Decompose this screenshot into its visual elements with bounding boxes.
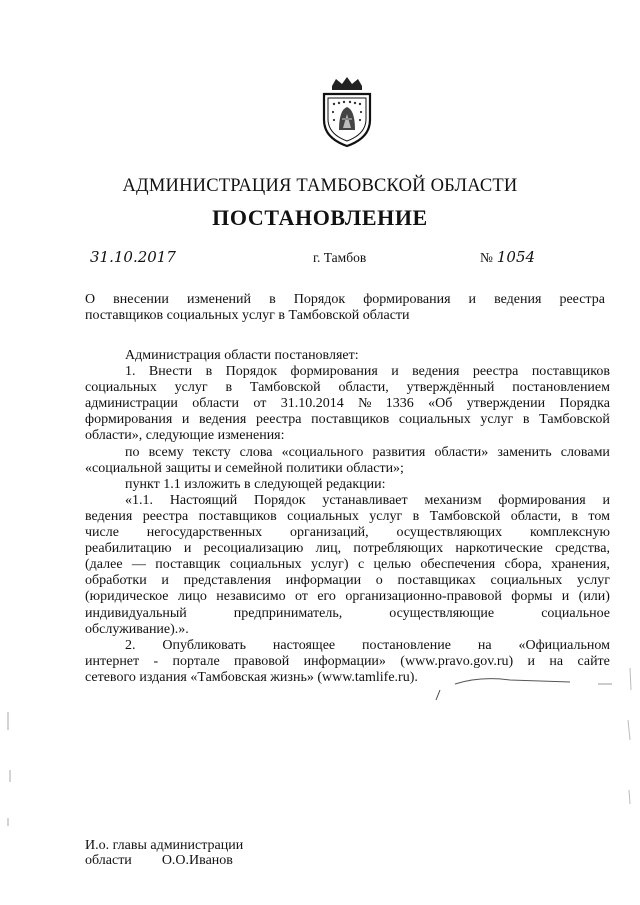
body-word: о <box>375 573 383 589</box>
subject-word: О <box>85 292 96 307</box>
body-word: № <box>358 396 372 412</box>
body-word: «социальной защиты и семейной политики области»; <box>85 460 404 476</box>
body-word: развития <box>372 444 426 460</box>
body-word: негосударственных <box>146 525 263 541</box>
signer-row <box>85 853 243 868</box>
body-word: социальных <box>85 380 157 396</box>
body-word: области, <box>338 380 389 396</box>
subject-word: реестра <box>559 292 605 307</box>
body-word: - <box>153 653 159 669</box>
body-word: сбора, <box>504 557 542 573</box>
body-word: Опубликовать <box>162 637 246 653</box>
body-word: пункт 1.1 изложить в следующей редакции: <box>125 476 386 492</box>
body-word: сайте <box>577 653 610 669</box>
body-line <box>85 509 610 525</box>
body-word: реестра <box>255 412 302 428</box>
body-word: и <box>561 589 570 605</box>
body-word: области <box>192 396 240 412</box>
number-prefix: № <box>480 250 493 265</box>
body-word: предприниматель, <box>233 605 343 621</box>
body-word: целью <box>373 557 412 573</box>
body-word: и <box>527 653 536 669</box>
body-word: правовой <box>234 653 290 669</box>
coat-of-arms-emblem <box>318 76 376 148</box>
subject-word: в <box>269 292 276 307</box>
body-word: «Официальном <box>518 637 610 653</box>
body-word: поставщиках <box>397 573 476 589</box>
body-word: средства, <box>555 541 610 557</box>
body-word: на <box>477 637 492 653</box>
body-word: в <box>225 380 233 396</box>
body-word: ведения <box>412 364 460 380</box>
subject-word: изменений <box>186 292 252 307</box>
body-line <box>85 638 610 654</box>
handwritten-date: 31.10.2017 <box>90 248 176 266</box>
body-word: обеспечения <box>420 557 496 573</box>
body-word: утверждении <box>466 396 546 412</box>
body-word: реестра <box>142 508 189 524</box>
body-word: 2. <box>125 637 136 653</box>
city-label: г. Тамбов <box>313 250 367 265</box>
body-word: поставщик <box>155 557 221 573</box>
body-word: формы <box>511 589 553 605</box>
body-word: индивидуальный <box>85 605 187 621</box>
body-word: поставщиков <box>311 412 390 428</box>
body-line <box>85 428 610 444</box>
body-word: формирования <box>498 492 586 508</box>
body-word: Тамбовской <box>429 508 501 524</box>
body-word: услуг <box>174 380 208 396</box>
subject-word: формирования <box>363 292 451 307</box>
body-word: в <box>412 508 420 524</box>
subject-line: поставщиков социальных услуг в Тамбовской области <box>85 308 410 323</box>
signer-position-cont: области <box>85 853 132 868</box>
body-word: услуг <box>577 573 610 589</box>
body-word: осуществляющих <box>396 525 503 541</box>
body-intro: Администрация области постановляет: <box>125 348 359 363</box>
body-word: обработки <box>85 573 147 589</box>
body-line <box>85 670 610 686</box>
body-line <box>85 525 610 541</box>
resolution-body <box>85 348 610 686</box>
body-line <box>85 589 610 605</box>
body-word: слова <box>239 444 273 460</box>
body-word: социальных <box>229 557 302 573</box>
body-word: формирования <box>85 412 173 428</box>
body-word: «социального <box>281 444 364 460</box>
body-word: (юридическое <box>85 589 169 605</box>
body-word: представления <box>183 573 272 589</box>
body-line <box>85 364 610 380</box>
body-word: и <box>391 364 399 380</box>
body-word: и <box>181 412 190 428</box>
body-word: лиц, <box>315 541 342 557</box>
subject-word: ведения <box>494 292 542 307</box>
body-word: услуг <box>480 412 514 428</box>
body-line <box>85 573 610 589</box>
body-word: словами <box>560 444 610 460</box>
body-word: независимо <box>216 589 286 605</box>
body-word: ресоциализацию <box>203 541 304 557</box>
body-word: в <box>571 508 579 524</box>
body-word: администрации <box>85 396 178 412</box>
body-word: поставщиков <box>198 508 277 524</box>
body-word: области», следующие изменения: <box>85 428 285 444</box>
body-line <box>85 445 610 461</box>
body-word: утверждённый <box>406 380 495 396</box>
subject-word: внесении <box>113 292 169 307</box>
body-word: социальных <box>398 412 471 428</box>
body-word: Тамбовской <box>249 380 321 396</box>
document-subject <box>85 292 605 324</box>
body-line <box>85 622 610 638</box>
subject-word: и <box>468 292 477 307</box>
body-word: комплексную <box>529 525 610 541</box>
body-word: ведения <box>199 412 247 428</box>
body-word: (www.pravo.gov.ru) <box>400 653 514 669</box>
body-line <box>85 461 610 477</box>
body-word: области, <box>510 508 562 524</box>
body-word: Порядок <box>254 492 306 508</box>
body-word: организационно-правовой <box>345 589 502 605</box>
body-word: формирования <box>290 364 378 380</box>
body-word: обслуживание).». <box>85 621 189 637</box>
body-line <box>85 654 610 670</box>
body-word: заменить <box>497 444 552 460</box>
body-word: тексту <box>192 444 231 460</box>
body-line <box>85 541 610 557</box>
body-word: «Об <box>428 396 453 412</box>
document-number <box>480 248 535 266</box>
body-word: реабилитацию <box>85 541 172 557</box>
document-type-title: ПОСТАНОВЛЕНИЕ <box>212 205 428 230</box>
organization-title: АДМИНИСТРАЦИЯ ТАМБОВСКОЙ ОБЛАСТИ <box>122 176 518 196</box>
signer-position: И.о. главы администрации <box>85 838 244 853</box>
body-word: 1. <box>125 364 136 380</box>
body-word: 31.10.2014 <box>280 396 344 412</box>
body-word: по <box>125 444 140 460</box>
body-line <box>85 493 610 509</box>
body-line <box>85 396 610 412</box>
body-word: реестра <box>472 364 519 380</box>
body-word: том <box>588 508 610 524</box>
body-word: информации <box>285 573 362 589</box>
subject-line <box>85 292 605 308</box>
body-word: Внести <box>148 364 193 380</box>
body-word: 1336 <box>385 396 414 412</box>
body-word: — <box>131 557 146 573</box>
body-word: осуществляющие <box>389 605 495 621</box>
body-word: Порядка <box>559 396 610 412</box>
body-word: «1.1. <box>125 492 153 508</box>
body-word: и <box>183 541 192 557</box>
body-line <box>85 412 610 428</box>
signature-block <box>85 838 243 868</box>
body-line <box>85 477 610 493</box>
body-line <box>85 380 610 396</box>
body-word: услуг) <box>310 557 349 573</box>
body-word: и <box>602 492 610 508</box>
body-word: (далее <box>85 557 123 573</box>
body-line <box>85 606 610 622</box>
body-word: социальных <box>490 573 563 589</box>
body-word: Тамбовской <box>539 412 610 428</box>
body-word: хранения, <box>551 557 610 573</box>
body-word: организаций, <box>290 525 369 541</box>
handwritten-number: 1054 <box>496 248 536 266</box>
body-word: его <box>317 589 336 605</box>
body-word: Настоящий <box>169 492 238 508</box>
body-word: области» <box>434 444 489 460</box>
subject-word: Порядок <box>293 292 346 307</box>
body-word: (или) <box>578 589 610 605</box>
body-word: и <box>161 573 169 589</box>
body-word: постановлением <box>512 380 610 396</box>
body-word: настоящее <box>272 637 336 653</box>
body-word: механизм <box>424 492 482 508</box>
body-word: постановление <box>362 637 451 653</box>
body-word: интернет <box>85 653 140 669</box>
body-word: портале <box>172 653 220 669</box>
body-word: в <box>522 412 530 428</box>
body-word: поставщиков <box>531 364 610 380</box>
body-word: потребляющих <box>353 541 444 557</box>
body-lines <box>85 364 610 686</box>
body-word: информации» <box>303 653 386 669</box>
body-word: от <box>294 589 308 605</box>
body-word: услуг <box>369 508 403 524</box>
body-word: лицо <box>177 589 207 605</box>
body-word: на <box>549 653 564 669</box>
body-word: ведения <box>85 508 133 524</box>
body-word: всему <box>148 444 184 460</box>
body-word: Порядок <box>225 364 278 380</box>
body-word: социальных <box>287 508 359 524</box>
body-word: сетевого издания «Тамбовская жизнь» (www.tamlife.ru). <box>85 669 418 685</box>
body-word: социальное <box>541 605 610 621</box>
body-word: от <box>253 396 267 412</box>
body-word: числе <box>85 525 119 541</box>
body-word: наркотические <box>455 541 543 557</box>
body-word: с <box>357 557 365 573</box>
signer-name: О.О.Иванов <box>161 853 233 868</box>
body-word: в <box>205 364 213 380</box>
body-line <box>85 557 610 573</box>
body-word: устанавливает <box>322 492 408 508</box>
